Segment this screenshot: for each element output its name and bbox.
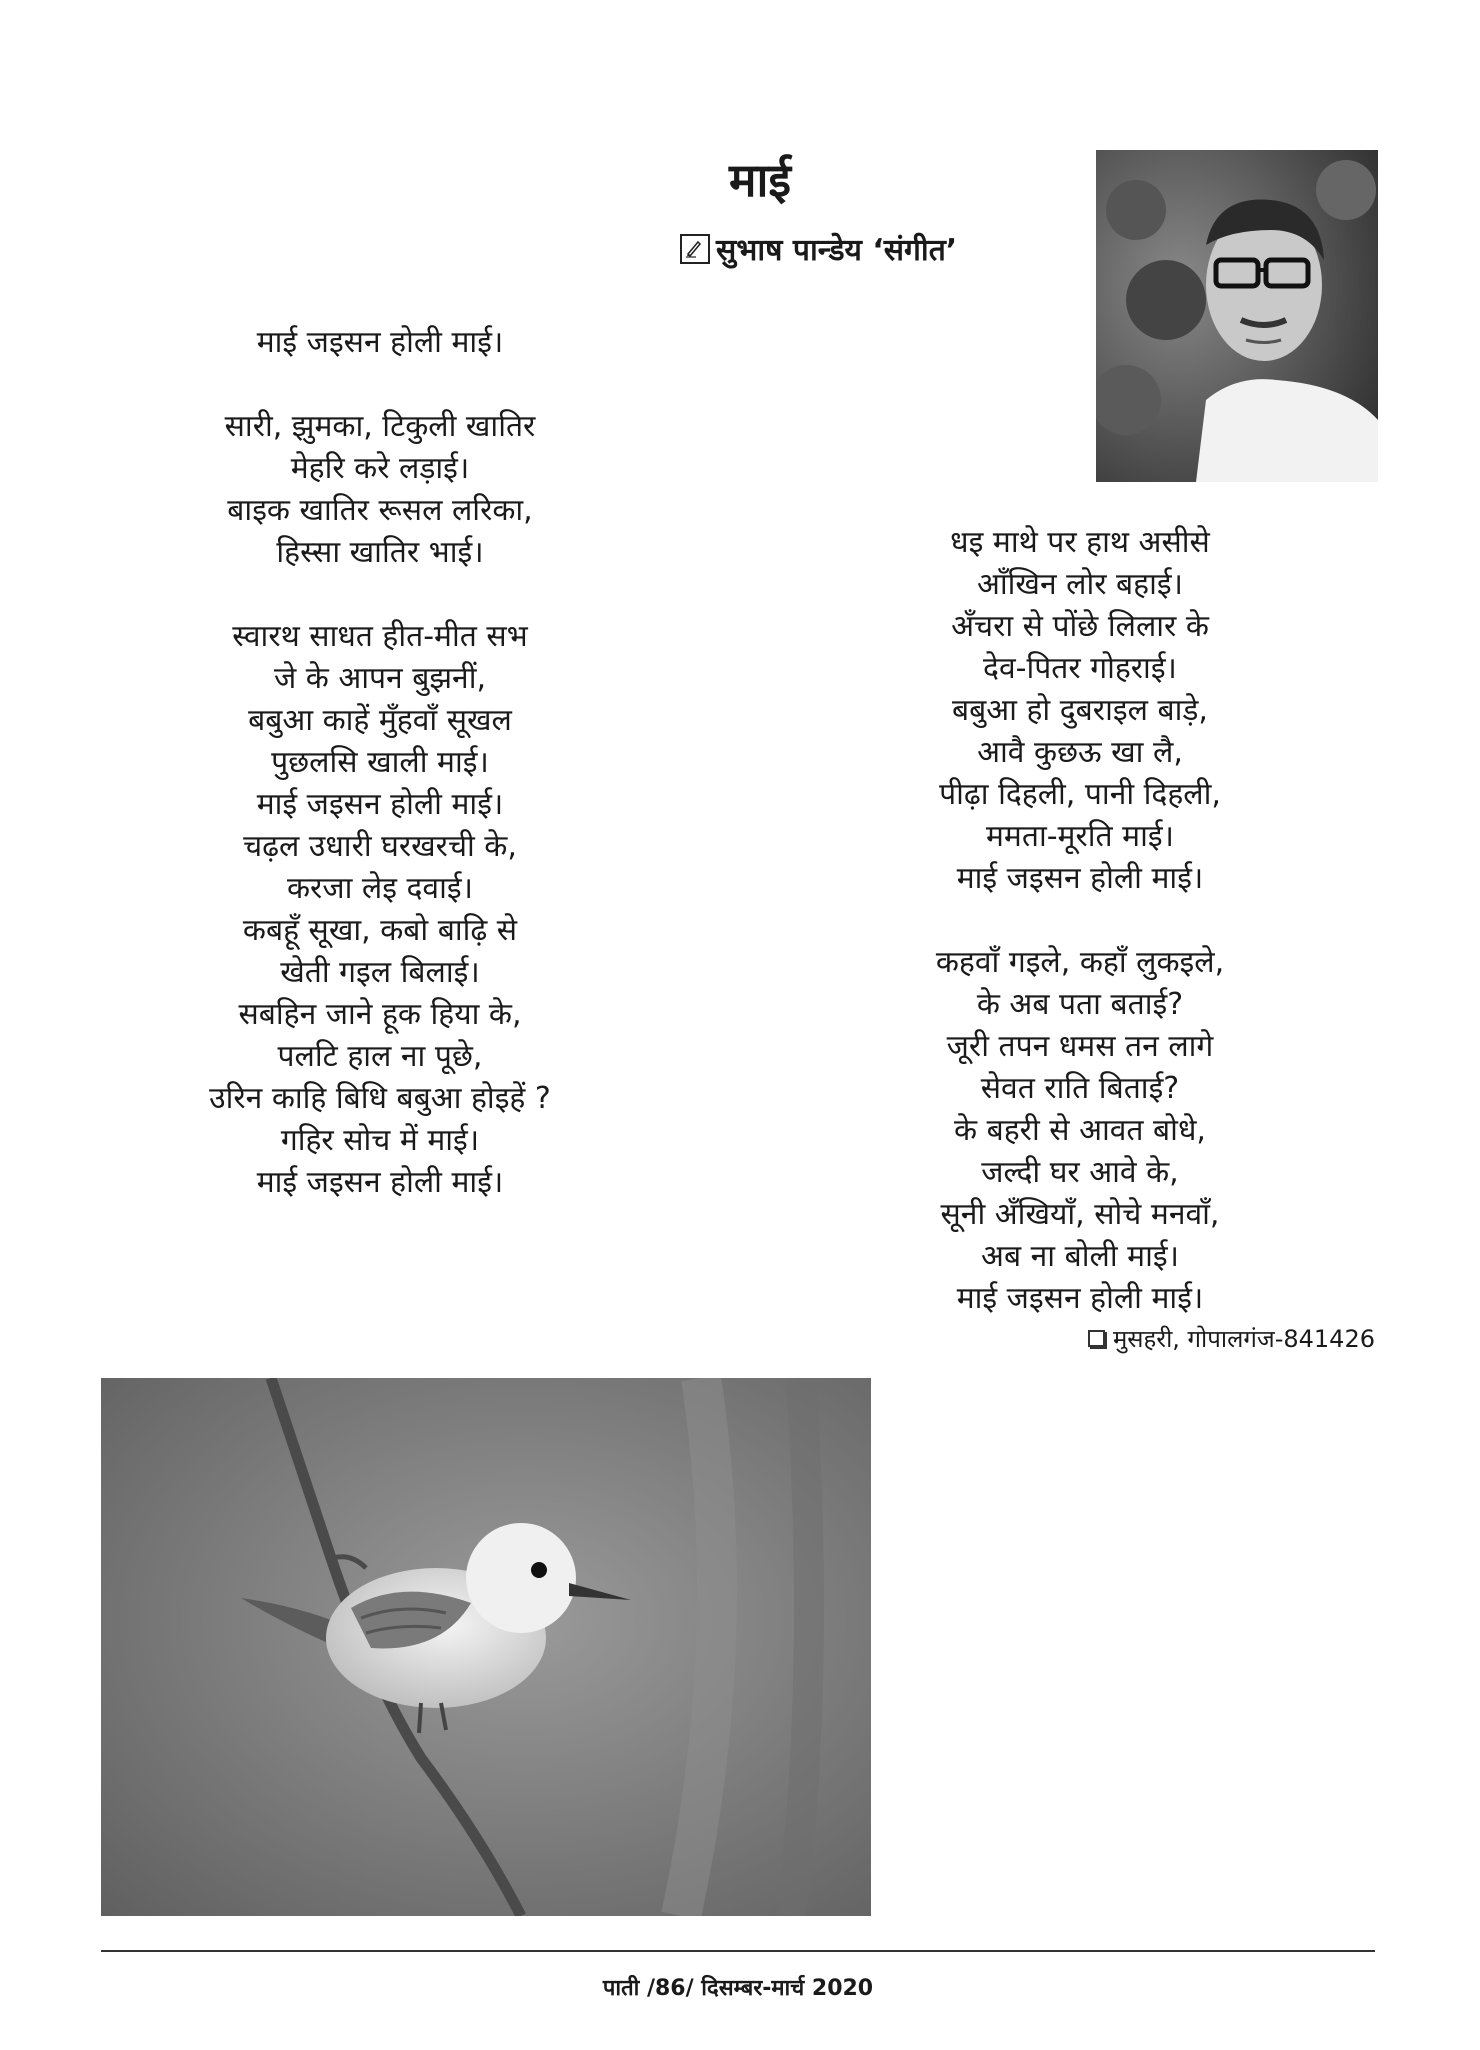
poem-line: सारी, झुमका, टिकुली खातिर <box>224 409 536 444</box>
stanza-break <box>180 364 580 406</box>
poem-line: पीढ़ा दिहली, पानी दिहली, <box>939 777 1221 812</box>
poem-line: गहिर सोच में माई। <box>280 1123 480 1158</box>
bird-photo <box>101 1378 871 1916</box>
poem-line: खेती गइल बिलाई। <box>280 955 480 990</box>
poem-line: स्वारथ साधत हीत-मीत सभ <box>232 619 528 654</box>
poem-line: कहवाँ गइले, कहाँ लुकइले, <box>935 945 1225 980</box>
poem-line: पुछलसि खाली माई। <box>271 745 489 780</box>
poem-line: जे के आपन बुझनीं, <box>273 661 487 696</box>
footer-rule <box>101 1950 1375 1952</box>
poem-line: आवै कुछऊ खा लै, <box>977 735 1183 770</box>
poem-line: चढ़ल उधारी घरखरची के, <box>243 829 517 864</box>
poem-line: सबहिन जाने हूक हिया के, <box>238 997 522 1032</box>
poem-line: देव-पितर गोहराई। <box>983 651 1177 686</box>
poem-line: अँचरा से पोंछे लिलार के <box>951 609 1209 644</box>
page-footer: पाती /86/ दिसम्बर-मार्च 2020 <box>602 1976 874 2001</box>
square-bullet-icon <box>1088 1330 1105 1347</box>
poem-line: ममता-मूरति माई। <box>985 819 1174 854</box>
poem-line: माई जइसन होली माई। <box>956 1281 1204 1316</box>
poem-line: बबुआ काहें मुँहवाँ सूखल <box>248 703 512 738</box>
stanza-break <box>880 900 1280 942</box>
poem-line: धइ माथे पर हाथ असीसे <box>950 525 1210 560</box>
poem-line: सूनी अँखियाँ, सोचे मनवाँ, <box>940 1197 1220 1232</box>
poem-line: माई जइसन होली माई। <box>256 1165 504 1200</box>
poem-line: कबहूँ सूखा, कबो बाढ़ि से <box>242 913 518 948</box>
poem-line: के बहरी से आवत बोधे, <box>954 1113 1206 1148</box>
poem-line: सेवत राति बिताई? <box>980 1071 1180 1106</box>
poem-line: जूरी तपन धमस तन लागे <box>946 1029 1214 1064</box>
poem-line: जल्दी घर आवे के, <box>981 1155 1179 1190</box>
poem-line: पलटि हाल ना पूछे, <box>277 1039 483 1074</box>
poem-title: माई <box>728 153 791 207</box>
poem-line: माई जइसन होली माई। <box>956 861 1204 896</box>
poem-line: मेहरि करे लड़ाई। <box>290 451 470 486</box>
stanza-break <box>180 574 580 616</box>
author-byline <box>680 228 957 269</box>
poem-left-column <box>180 322 580 1204</box>
poem-line: अब ना बोली माई। <box>981 1239 1179 1274</box>
poem-right-column <box>880 522 1280 1320</box>
poem-line: उरिन काहि बिधि बबुआ होइहें ? <box>209 1081 551 1116</box>
poem-line: बबुआ हो दुबराइल बाड़े, <box>952 693 1208 728</box>
address-text: मुसहरी, गोपालगंज-841426 <box>1112 1325 1375 1353</box>
poem-line: माई जइसन होली माई। <box>256 325 504 360</box>
poem-line: करजा लेइ दवाई। <box>287 871 473 906</box>
author-portrait <box>1096 150 1378 482</box>
poem-line: के अब पता बताई? <box>976 987 1184 1022</box>
poem-line: बाइक खातिर रूसल लरिका, <box>227 493 533 528</box>
poem-line: आँखिन लोर बहाई। <box>976 567 1183 602</box>
author-name: सुभाष पान्डेय ‘संगीत’ <box>716 233 958 268</box>
pen-icon <box>680 234 710 264</box>
author-address <box>1070 1322 1375 1355</box>
poem-line: हिस्सा खातिर भाई। <box>276 535 484 570</box>
poem-line: माई जइसन होली माई। <box>256 787 504 822</box>
